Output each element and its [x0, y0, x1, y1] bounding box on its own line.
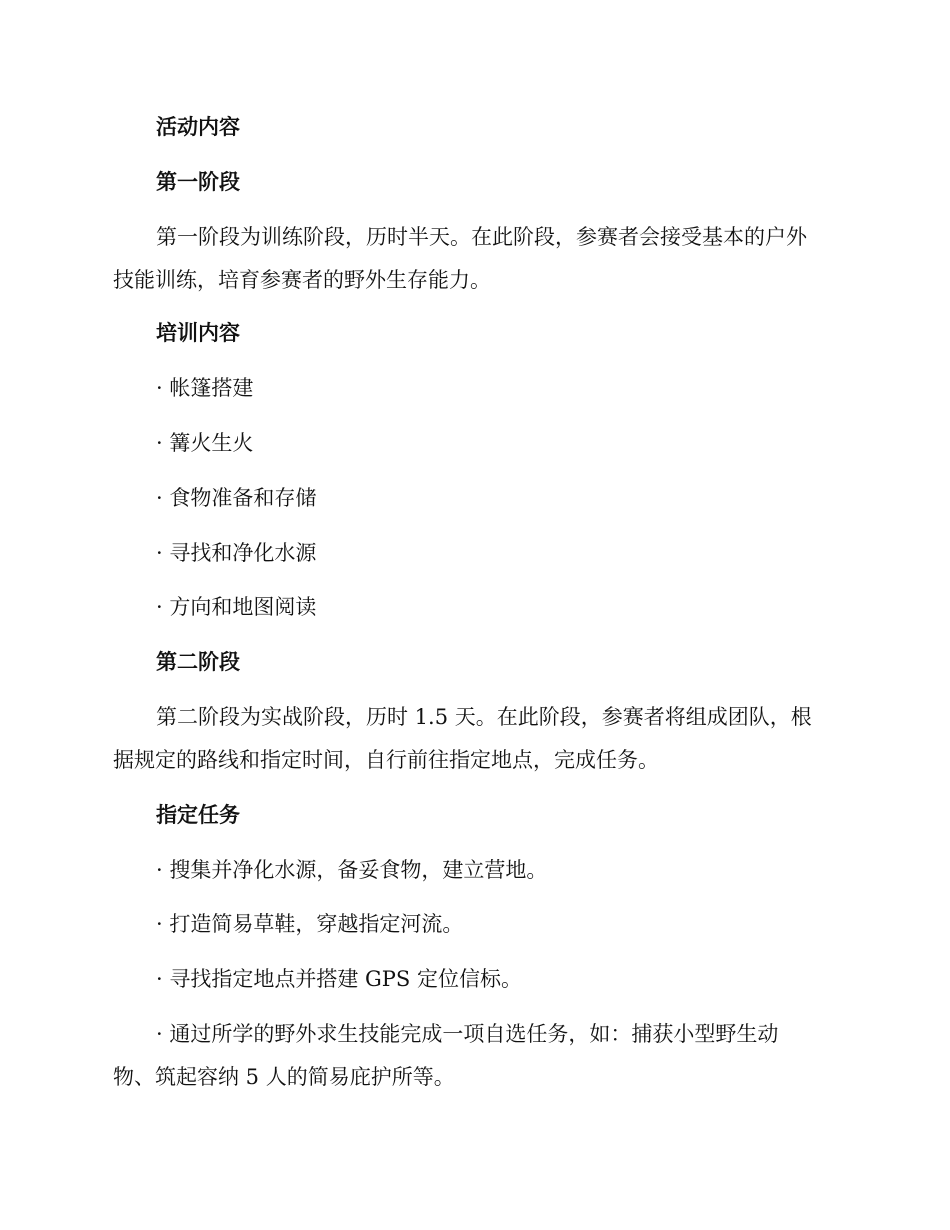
stage2-paragraph-line2: 据规定的路线和指定时间，自行前往指定地点，完成任务。 — [113, 748, 659, 772]
task-item-elective-continuation: 物、筑起容纳 5 人的简易庇护所等。 — [113, 1065, 455, 1089]
task-item-elective: · 通过所学的野外求生技能完成一项自选任务，如：捕获小型野生动 — [156, 1022, 779, 1046]
stage1-paragraph-line1: 第一阶段为训练阶段，历时半天。在此阶段，参赛者会接受基本的户外 — [156, 225, 807, 249]
training-item-fire: · 篝火生火 — [156, 431, 254, 455]
training-item-map: · 方向和地图阅读 — [156, 595, 317, 619]
task-item-river: · 打造简易草鞋，穿越指定河流。 — [156, 912, 464, 936]
tasks-heading: 指定任务 — [156, 802, 240, 827]
task-item-gps: · 寻找指定地点并搭建 GPS 定位信标。 — [156, 967, 522, 991]
training-item-water: · 寻找和净化水源 — [156, 541, 317, 565]
training-heading: 培训内容 — [156, 320, 240, 345]
training-item-food: · 食物准备和存储 — [156, 486, 317, 510]
section-title: 活动内容 — [156, 114, 240, 139]
training-item-tent: · 帐篷搭建 — [156, 376, 254, 400]
stage1-heading: 第一阶段 — [156, 169, 240, 194]
task-item-water-camp: · 搜集并净化水源，备妥食物，建立营地。 — [156, 858, 548, 882]
stage1-paragraph-line2: 技能训练，培育参赛者的野外生存能力。 — [113, 268, 491, 292]
stage2-heading: 第二阶段 — [156, 649, 240, 674]
stage2-paragraph-line1: 第二阶段为实战阶段，历时 1.5 天。在此阶段，参赛者将组成团队，根 — [156, 705, 812, 729]
